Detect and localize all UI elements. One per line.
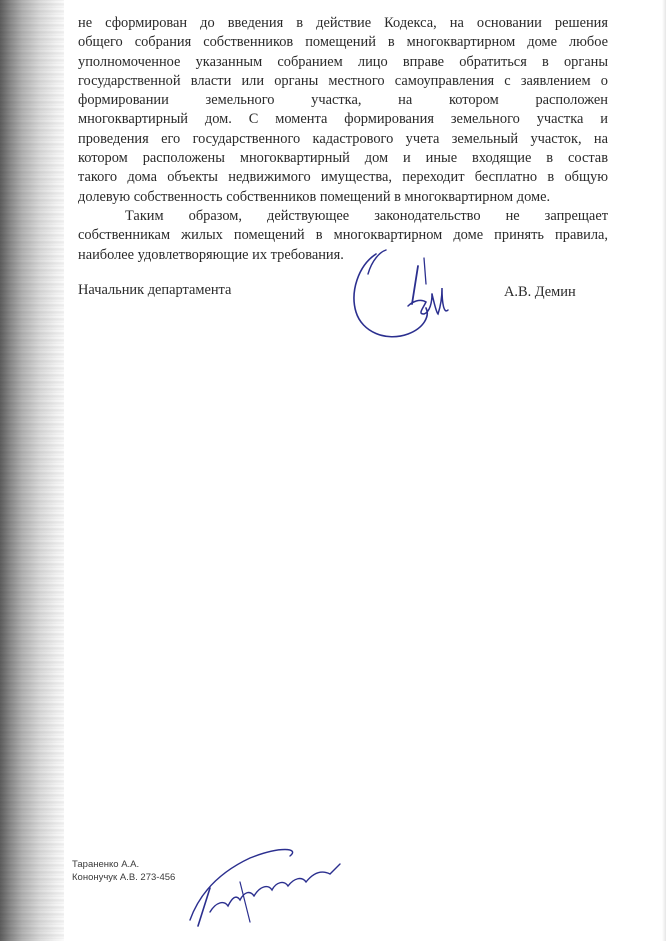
body-line: не сформирован до введения в действие Кодекса, на основании решения bbox=[78, 15, 608, 31]
scan-shadow-edge bbox=[0, 0, 64, 941]
handwritten-initials bbox=[180, 842, 350, 932]
body-line: долевую собственность собственников помещений в многоквартирном доме. bbox=[78, 188, 551, 205]
body-line: многоквартирный дом. С момента формирования земельного участка и bbox=[78, 111, 608, 128]
body-line: государственной власти или органы местного самоуправления с заявлением о bbox=[78, 72, 608, 89]
signer-position: Начальник департамента bbox=[78, 282, 232, 298]
handwritten-signature bbox=[346, 244, 458, 348]
body-line: котором расположены многоквартирный дом и иные входящие в состав bbox=[78, 150, 608, 167]
executor-line: Тараненко А.А. bbox=[72, 859, 140, 870]
body-line: наиболее удовлетворяющие их требования. bbox=[78, 246, 344, 263]
executor-line: Кононучук А.В. 273-456 bbox=[72, 872, 176, 883]
body-line: Таким образом, действующее законодательство не запрещает bbox=[125, 207, 608, 224]
body-line: проведения его государственного кадастрового учета земельный участок, на bbox=[78, 130, 608, 147]
executor-block bbox=[72, 858, 175, 884]
letter-body bbox=[78, 14, 608, 265]
body-line: формировании земельного участка, на котором расположен bbox=[78, 92, 608, 109]
body-line: собственникам жилых помещений в многоквартирном доме принять правила, bbox=[78, 227, 608, 244]
body-line: такого дома объекты недвижимого имущества, переходит бесплатно в общую bbox=[78, 169, 608, 186]
body-line: уполномоченное указанным собранием лицо вправе обратиться в органы bbox=[78, 53, 608, 70]
scan-right-edge bbox=[662, 0, 666, 941]
body-line: общего собрания собственников помещений в многоквартирном доме любое bbox=[78, 34, 608, 51]
signer-name: А.В. Демин bbox=[504, 284, 576, 300]
